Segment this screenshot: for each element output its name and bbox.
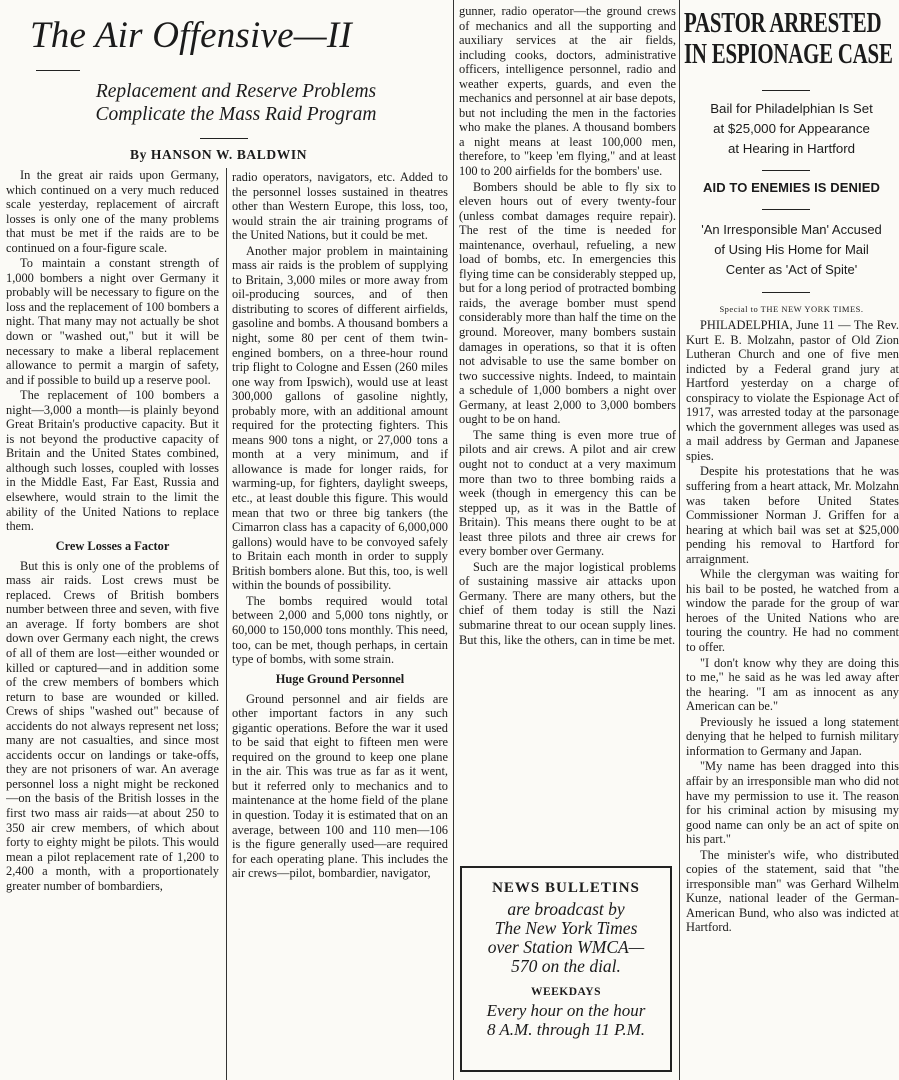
- paragraph: The bombs required would total between 2,000 and 5,000 tons nightly, or 60,000 to 150,000 tons monthly. This need, too, can be met, though perhaps, in certain type of bombs, with some strain.: [232, 593, 448, 667]
- deck-line: of Using His Home for Mail: [714, 242, 869, 257]
- headline-rule: [762, 90, 810, 91]
- deck-line: at Hearing in Hartford: [727, 141, 856, 156]
- main-column-1: [6, 168, 219, 1080]
- subheading: Crew Losses a Factor: [55, 538, 170, 553]
- paragraph: The replacement of 100 bombers a night—3,000 a month—is plainly beyond Great Britain's productive capacity. But it is not beyond the productive capacity of Britain and the United States combined, although such losses, coupled with losses in the Middle East, Far East, Russia and elsewhere, would strain to the limit the ability of the United Nations to replace them.: [6, 388, 219, 534]
- bulletin-subhead: WEEKDAYS: [530, 986, 602, 998]
- bulletin-title: NEWS BULLETINS: [492, 880, 640, 896]
- bulletin-line: over Station WMCA—: [487, 937, 645, 957]
- paragraph: The same thing is even more true of pilots and air crews. A pilot and air crew ought not to conduct at a very maximum more than two to three bombing raids a week (though in emergency this can be stepped up, as it was in the Battle of Britain). This means there ought to be at least three pilots and three air crews for every bomber over Germany.: [459, 427, 676, 559]
- paragraph: Despite his protestations that he was suffering from a heart attack, Mr. Molzahn was taken before United States Commissioner Norman J. Griffen for a hearing at which bail was set at $25,000 pending his removal to Hartford for arraignment.: [686, 464, 899, 566]
- column-rule: [679, 0, 680, 1080]
- right-article-body: [686, 318, 899, 1080]
- deck-rule: [762, 292, 810, 293]
- subheading: Huge Ground Personnel: [275, 671, 405, 686]
- paragraph: But this is only one of the problems of mass air raids. Lost crews must be replaced. Crews of British bombers number between three and seven, with five an average. If forty bombers are shot down over Germany each night, the crews of all of them are lost—either wounded or killed or captured—and in addition some of the crew members of bombers which return to base are wounded or killed. Crews of ships "washed out" because of accidents do not always represent net loss; many are not casualties, and since most accidents occur on landings or take-offs, they are not prisoners of war. An average personnel loss a night might be reckoned—on the basis of the British losses in the first two mass air raids—at about 250 to 350 air crew members, of which about forty to eighty might be pilots. This would mean a pilot replacement rate of 1,200 to 2,400 a month, with a proportionately greater number of bombardiers,: [6, 558, 219, 893]
- main-column-2: [232, 170, 448, 1080]
- paragraph: Bombers should be able to fly six to eleven hours out of every twenty-four (unless combat damages require repair). The rest of the time is needed for maintenance, overhaul, refueling, a new load of bombs, etc. In emergencies this flying time can be considerably stepped up, but for a long period of protracted bombing raids, the average bomber must spend considerably more than half the time on the ground. Moreover, many bombers sustain damages in operations, so that it is often not advisable to use the same bomber on two successive nights. Indeed, to maintain a schedule of 1,000 bombers a night over Germany, at least 2,000 to 3,000 bombers ought to be on hand.: [459, 179, 676, 427]
- paragraph: "My name has been dragged into this affair by an irresponsible man who did not have my permission to use it. The reason for his criminal action by misusing my good name can only be an act of spite on his part.": [686, 759, 899, 847]
- deck-rule: [200, 138, 248, 139]
- deck-line: Center as 'Act of Spite': [725, 262, 858, 277]
- paragraph: The minister's wife, who distributed copies of the statement, said that "the irresponsible man" was Gerhard Wilhelm Kunze, national leader of the German-American Bund, who also was indicted at Hartford.: [686, 847, 899, 935]
- deck-line-1: Replacement and Reserve Problems: [95, 81, 377, 102]
- paragraph: Another major problem in maintaining mass air raids is the problem of supplying to Britain, 3,000 miles or more away from oil-producing sources, and of then distributing to scores of different airfields, gasoline and bombs. A thousand bombers a night, some 80 per cent of them twin-engined bombers, on a three-hour round trip flight to Cologne and Essen (260 miles one way from Ipswich), would use at least 300,000 gallons of gasoline nightly, probably more, with an additional amount required for the protecting fighters. This means 900 tons a night, or 27,000 tons a month at a very minimum, and if allowance is made for longer raids, for warming-up, for fighters, daylight sweeps, etc., at least double this figure. This would mean that two or three big tankers (the Cimarron class has a capacity of 6,000,000 gallons) would have to be convoyed safely to Britain each month in order to supply British bombers alone. But this, too, is well within the bounds of possibility.: [232, 243, 448, 593]
- bulletin-line: are broadcast by: [507, 899, 625, 919]
- main-column-3: [459, 4, 676, 854]
- deck-line-2: Complicate the Mass Raid Program: [95, 104, 377, 125]
- bulletin-hours: [462, 1001, 670, 1039]
- paragraph: To maintain a constant strength of 1,000 bombers a night over Germany it probably will be necessary to figure on the loss and the replacement of 100 bombers a night. That many may not actually be shot down or "washed out," but it will be necessary to make a liberal replacement allowance to permit a margin of safety, and if possible to build up a reserve pool.: [6, 256, 219, 387]
- deck-line: at $25,000 for Appearance: [713, 121, 870, 136]
- headline-line-1: PASTOR ARRESTED: [684, 7, 882, 39]
- right-headline: [684, 8, 899, 70]
- bulletin-line: 570 on the dial.: [511, 956, 621, 976]
- bulletin-hours-line: 8 A.M. through 11 P.M.: [486, 1020, 646, 1039]
- paragraph: gunner, radio operator—the ground crews of mechanics and all the supporting and auxiliary services at the air fields, including cooks, doctors, administrative officers, intelligence personnel, radio and weather experts, guards, and even the mechanics and personnel at air base depots, but not including the men in the factories who make the planes. A thousand bombers a night means at least 100,000 men, therefore, to "keep 'em flying," and at least 100 to 200 airfields for the bombers' use.: [459, 4, 676, 179]
- article-title: The Air Offensive—II: [30, 15, 352, 56]
- paragraph: "I don't know why they are doing this to me," he said as he was led away after the hearing. "I am as innocent as any American can be.": [686, 655, 899, 714]
- bulletin-text: [462, 900, 670, 976]
- article-deck: [40, 80, 432, 126]
- paragraph: In the great air raids upon Germany, which continued on a very much reduced scale yesterday, replacement of aircraft losses is only one of the many problems that must be met if the raids are to be continued on a four-figure scale.: [6, 168, 219, 255]
- byline: By HANSON W. BALDWIN: [130, 147, 308, 162]
- news-bulletins-box: [460, 866, 672, 1072]
- right-deck-3: [684, 220, 899, 280]
- deck-line: 'An Irresponsible Man' Accused: [701, 222, 882, 237]
- paragraph: While the clergyman was waiting for his bail to be posted, he watched from a window the parade for the group of war heroes of the United Nations who are touring the country. He had no comment to offer.: [686, 567, 899, 655]
- paragraph: PHILADELPHIA, June 11 — The Rev. Kurt E. B. Molzahn, pastor of Old Zion Lutheran Church and one of five men indicted by a Federal grand jury at Hartford yesterday on a charge of conspiracy to violate the Espionage Act of 1917, was arrested today at the parsonage which the government alleges was used as a mail address by German and Japanese spies.: [686, 318, 899, 463]
- paragraph: Such are the major logistical problems of sustaining massive air attacks upon Germany. There are many others, but the chief of them today is still the Nazi submarine threat to our ocean supply lines. But this, like the others, can in time be met.: [459, 559, 676, 647]
- right-deck-2: AID TO ENEMIES IS DENIED: [703, 180, 880, 195]
- deck-rule: [762, 209, 810, 210]
- title-rule: [36, 70, 80, 71]
- column-rule: [226, 168, 227, 1080]
- paragraph: Previously he issued a long statement denying that he helped to furnish military information to Germany and Japan.: [686, 714, 899, 758]
- paragraph: radio operators, navigators, etc. Added to the personnel losses sustained in theatres other than Western Europe, this loss, too, would strain the air training programs of the United Nations, but it could be met.: [232, 170, 448, 243]
- right-deck-1: [684, 99, 899, 159]
- dateline-credit: Special to THE NEW YORK TIMES.: [719, 304, 864, 314]
- deck-rule: [762, 170, 810, 171]
- deck-line: Bail for Philadelphian Is Set: [710, 101, 873, 116]
- bulletin-hours-line: Every hour on the hour: [486, 1001, 646, 1020]
- bulletin-line: The New York Times: [494, 918, 638, 938]
- column-rule: [453, 0, 454, 1080]
- paragraph: Ground personnel and air fields are other important factors in any such gigantic operations. Before the war it used to be said that eight to fifteen men were required on the ground to keep one plane in the air. This was true as far as it went, but it referred only to mechanics and to maintenance at the home field of the plane in question. Today it is estimated that on an average, between 100 and 110 men—106 is the figure generally used—are required for each operating plane. This includes the air crews—pilot, bombardier, navigator,: [232, 691, 448, 881]
- headline-line-2: IN ESPIONAGE CASE: [684, 38, 893, 70]
